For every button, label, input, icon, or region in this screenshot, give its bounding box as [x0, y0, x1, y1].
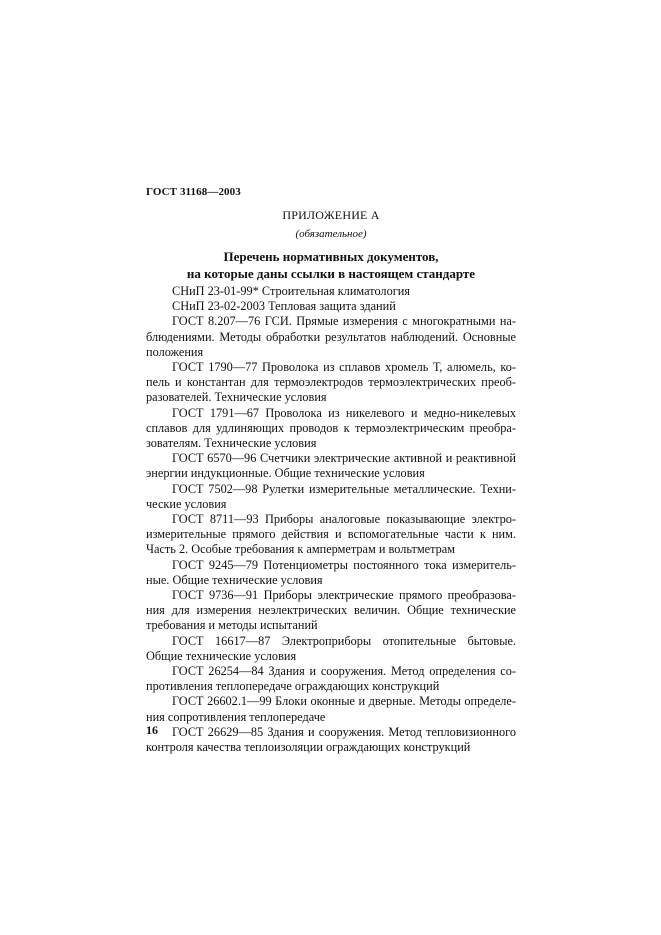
page-number: 16 — [146, 723, 158, 737]
appendix-status: (обязательное) — [295, 228, 367, 240]
reference-item: ГОСТ 6570—96 Счетчики электрические активной и реактивной энергии индукционные. Общие технические условия — [146, 451, 516, 481]
reference-item: ГОСТ 16617—87 Электроприборы отопительные бытовые. Общие технические условия — [146, 633, 516, 663]
reference-item: ГОСТ 8.207—76 ГСИ. Прямые измерения с многократными наблюдениями. Методы обработки результатов наблюдений. Основные положения — [146, 314, 516, 359]
reference-item: ГОСТ 26602.1—99 Блоки оконные и дверные. Методы определения сопротивления теплопередаче — [146, 694, 516, 724]
appendix-title: ПРИЛОЖЕНИЕ А — [282, 208, 380, 222]
section-title — [146, 248, 516, 282]
reference-item: ГОСТ 1790—77 Проволока из сплавов хромель Т, алюмель, копель и константан для термоэлектродов термоэлектрических преобразователей. Технические условия — [146, 360, 516, 405]
reference-item: ГОСТ 8711—93 Приборы аналоговые показывающие электроизмерительные прямого действия и вспомогательные части к ним. Часть 2. Особые требования к амперметрам и вольтметрам — [146, 512, 516, 557]
standard-code-header: ГОСТ 31168—2003 — [146, 186, 241, 198]
reference-item: ГОСТ 9736—91 Приборы электрические прямого преобразования для измерения неэлектрических величин. Общие технические требования и методы испытаний — [146, 588, 516, 633]
section-title-line-2: на которые даны ссылки в настоящем стандарте — [186, 266, 476, 281]
section-title-line-1: Перечень нормативных документов, — [223, 249, 439, 264]
reference-item: ГОСТ 7502—98 Рулетки измерительные металлические. Технические условия — [146, 481, 516, 511]
reference-item: ГОСТ 9245—79 Потенциометры постоянного тока измерительные. Общие технические условия — [146, 557, 516, 587]
reference-list — [146, 284, 516, 755]
reference-item: ГОСТ 1791—67 Проволока из никелевого и медно-никелевых сплавов для удлиняющих проводов к термоэлектрическим преобразователям. Технические условия — [146, 405, 516, 451]
reference-item: ГОСТ 26629—85 Здания и сооружения. Метод тепловизионного контроля качества теплоизоляции ограждающих конструкций — [146, 724, 516, 755]
reference-item: СНиП 23-01-99* Строительная климатология — [172, 284, 410, 298]
reference-item: СНиП 23-02-2003 Тепловая защита зданий — [172, 299, 396, 314]
reference-item: ГОСТ 26254—84 Здания и сооружения. Метод определения сопротивления теплопередаче ограждающих конструкций — [146, 664, 516, 694]
